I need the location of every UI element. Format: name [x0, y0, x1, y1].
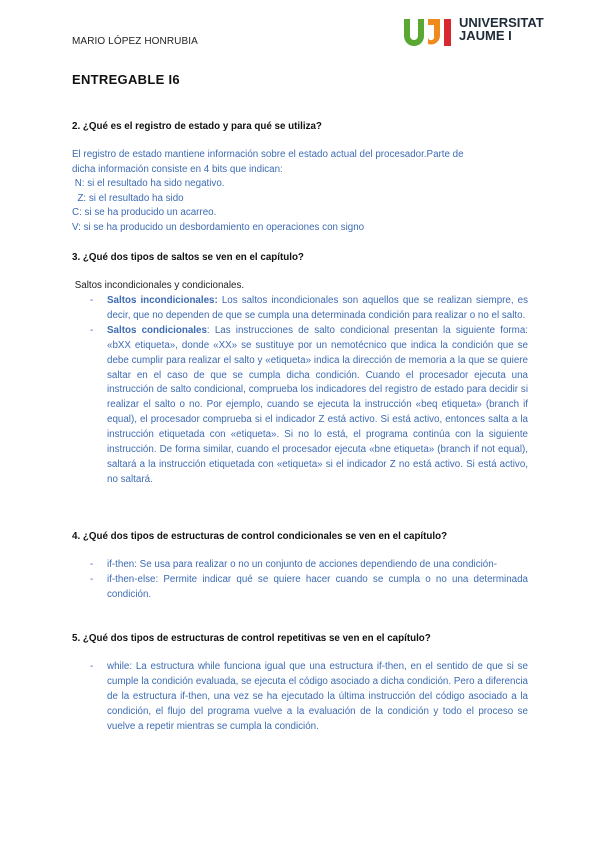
answer-2-line: El registro de estado mantiene información sobre el estado actual del procesador.Parte de [72, 149, 464, 160]
dash-bullet-icon: - [90, 573, 94, 585]
dash-bullet-icon: - [90, 324, 94, 336]
answer-2-line: dicha información consiste en 4 bits que indican: [72, 163, 283, 175]
document-title: ENTREGABLE I6 [72, 72, 180, 87]
answer-5-list [72, 660, 528, 735]
list-item [72, 294, 528, 324]
answer-2 [72, 148, 464, 236]
item-text: if-then-else: Permite indicar qué se quiere hacer cuando se cumpla o no una determinada condición. [107, 573, 528, 600]
item-text: while: La estructura while funciona igual que una estructura if-then, en el sentido de que si se cumple la condición evaluada, se ejecuta el código asociado a dicha condición. Pero a diferencia de la estructura if-then, una vez se ha ejecutado la última instrucción del código asociado a la condición, el flujo del programa vuelve a la evaluación de la condición y todo el proceso se vuelve a repetir mientras se cumpla la condición. [107, 661, 528, 732]
answer-2-line: Z: si el resultado ha sido [72, 192, 184, 204]
list-item [72, 324, 528, 488]
item-term: Saltos condicionales [107, 324, 207, 336]
answer-2-line: N: si el resultado ha sido negativo. [72, 178, 225, 190]
question-5: 5. ¿Qué dos tipos de estructuras de control repetitivas se ven en el capítulo? [72, 633, 431, 644]
answer-3-intro: Saltos incondicionales y condicionales. [72, 280, 245, 291]
author-name: MARIO LÓPEZ HONRUBIA [72, 36, 198, 47]
answer-4-list [72, 558, 528, 603]
dash-bullet-icon: - [90, 661, 94, 672]
dash-bullet-icon: - [90, 559, 94, 570]
dash-bullet-icon: - [90, 295, 94, 306]
question-2: 2. ¿Qué es el registro de estado y para qué se utiliza? [72, 121, 322, 132]
item-term: Saltos incondicionales: [107, 295, 218, 306]
list-item [72, 573, 528, 603]
item-text: : Las instrucciones de salto condicional presentan la siguiente forma: «bXX etiqueta», donde «XX» se sustituye por un nemotécnico que indica la condición que se debe cumplir para realizar el salto y «etiqueta» indica la dirección de memoria a la que se quiere saltar en el caso de que se cumpla dicha condición. Cuando el procesador ejecuta una instrucción de salto condicional, comprueba los indicadores del registro de estado para decidir si realizar el salto o no. Por ejemplo, cuando se ejecuta la instrucción «beq etiqueta» (branch if equal), el procesador comprueba si el indicador Z está activo. Si está activo, entonces salta a la instrucción etiquetada con «etiqueta». Si no lo está, el programa continúa con la siguiente instrucción. De forma similar, cuando el procesador ejecuta «bne etiqueta» (branch if not equal), saltará a la instrucción etiquetada con «etiqueta» si el indicador Z no está activo. Si está activo, no saltará. [107, 324, 529, 485]
list-item [72, 660, 528, 735]
uji-logo-icon [403, 18, 455, 48]
question-3: 3. ¿Qué dos tipos de saltos se ven en el capítulo? [72, 252, 304, 263]
item-text: Los saltos incondicionales son aquellos que se realizan siempre, es decir, que no dependen de que se cumpla una determinada condición para realizar o no el salto. [107, 295, 528, 321]
logo-line-2: JAUME I [459, 28, 512, 43]
question-4: 4. ¿Qué dos tipos de estructuras de control condicionales se ven en el capítulo? [72, 531, 448, 542]
logo-line-1: UNIVERSITAT [459, 15, 544, 30]
answer-2-line: C: si se ha producido un acarreo. [72, 207, 217, 219]
answer-2-line: V: si se ha producido un desbordamiento en operaciones con signo [72, 221, 365, 233]
list-item [72, 558, 528, 573]
university-logo [403, 16, 563, 50]
item-text: if-then: Se usa para realizar o no un conjunto de acciones dependiendo de una condición- [107, 559, 497, 570]
answer-3-list [72, 294, 528, 488]
